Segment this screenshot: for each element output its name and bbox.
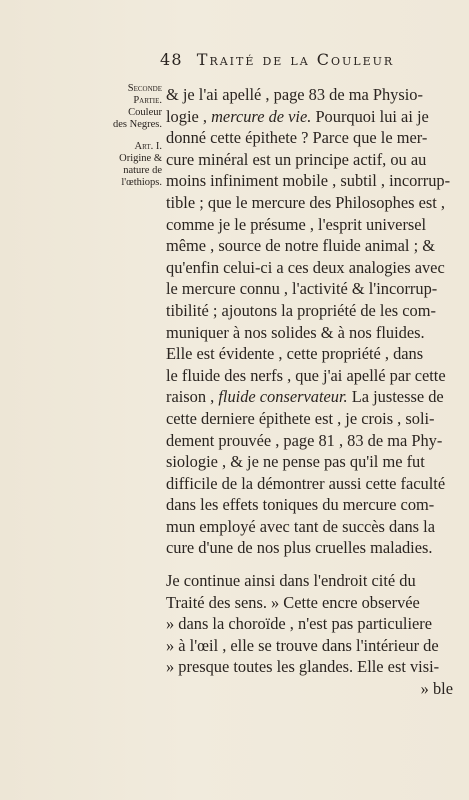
italic-phrase: mercure de vie. — [211, 106, 312, 126]
margin-note-line: nature de — [123, 165, 162, 176]
text-segment: raison , — [166, 387, 219, 407]
text-line — [166, 570, 459, 592]
text-segment: La justesse de — [347, 387, 444, 407]
text-segment: muniquer à nos solides & à nos fluides. — [166, 322, 425, 342]
text-line — [166, 322, 459, 344]
text-segment: tibilité ; ajoutons la propriété de les com- — [166, 300, 436, 320]
text-line — [166, 408, 459, 430]
text-line — [166, 592, 459, 614]
page-header — [160, 50, 459, 69]
text-line — [166, 300, 459, 322]
running-title: Traité de la Couleur — [196, 50, 395, 69]
text-line — [166, 430, 459, 452]
text-line — [166, 84, 459, 106]
text-segment: Elle est évidente , cette propriété , dans — [166, 344, 424, 364]
text-segment: donné cette épithete ? Parce que le mer- — [166, 128, 428, 148]
margin-note-line: Art. I. — [134, 141, 162, 152]
text-line — [166, 386, 459, 408]
text-segment: Je continue ainsi dans l'endroit cité du — [166, 571, 416, 591]
text-line — [166, 613, 459, 635]
catchword: » ble — [420, 679, 453, 699]
text-segment: moins infiniment mobile , subtil , incorrup- — [166, 171, 451, 191]
text-line — [166, 451, 459, 473]
text-segment: Traité des sens. » Cette encre observée — [166, 592, 420, 612]
text-line — [166, 192, 459, 214]
italic-phrase: fluide conservateur. — [218, 387, 348, 407]
margin-note-article — [100, 141, 162, 189]
text-segment: » à l'œil , elle se trouve dans l'intérieur de — [166, 635, 439, 655]
text-segment: même , source de notre fluide animal ; & — [166, 236, 435, 256]
text-line — [166, 365, 459, 387]
text-line — [166, 635, 459, 657]
text-segment: cure d'une de nos plus cruelles maladies. — [166, 538, 433, 558]
text-line — [166, 473, 459, 495]
text-line — [166, 494, 459, 516]
margin-note-line: Couleur — [128, 107, 162, 118]
text-segment: qu'enfin celui-ci a ces deux analogies avec — [166, 257, 445, 277]
text-segment: & je l'ai apellé , page 83 de ma Physio- — [166, 85, 423, 104]
text-line — [166, 537, 459, 559]
text-line — [166, 278, 459, 300]
text-segment: Pourquoi lui ai je — [311, 106, 429, 126]
page-number: 48 — [160, 50, 183, 69]
text-segment: » presque toutes les glandes. Elle est visi- — [166, 657, 440, 677]
text-line — [166, 106, 459, 128]
text-segment: comme je le présume , l'esprit universel — [166, 214, 427, 234]
paragraph-1 — [166, 84, 459, 559]
text-segment: le fluide des nerfs , que j'ai apellé par cette — [166, 365, 446, 385]
text-segment: » dans la choroïde , n'est pas particuliere — [166, 614, 433, 634]
text-line — [166, 257, 459, 279]
text-segment: dement prouvée , page 81 , 83 de ma Phy- — [166, 430, 443, 450]
text-segment: cette derniere épithete est , je crois , soli- — [166, 408, 435, 428]
text-segment: tible ; que le mercure des Philosophes est , — [166, 192, 446, 212]
body-text — [166, 84, 459, 700]
text-segment: siologie , & je ne pense pas qu'il me fut — [166, 452, 425, 472]
margin-note-line: Origine & — [119, 153, 162, 164]
text-line — [166, 149, 459, 171]
text-line — [166, 170, 459, 192]
text-line — [166, 235, 459, 257]
text-line — [166, 343, 459, 365]
text-segment: dans les effets toniques du mercure com- — [166, 495, 435, 515]
text-segment: difficile de la démontrer aussi cette faculté — [166, 473, 446, 493]
margin-note-section — [100, 83, 162, 131]
text-segment: logie , — [166, 106, 212, 126]
text-line — [166, 214, 459, 236]
margin-note-line: des Negres. — [113, 119, 162, 130]
text-line — [166, 127, 459, 149]
text-line — [166, 656, 459, 678]
text-segment: mun employé avec tant de succès dans la — [166, 516, 435, 536]
margin-note-line: l'œthiops. — [121, 177, 162, 188]
paragraph-2 — [166, 570, 459, 678]
margin-note-line: Seconde — [127, 83, 162, 94]
text-segment: le mercure connu , l'activité & l'incorrup- — [166, 279, 438, 299]
margin-note-line: Partie. — [133, 95, 162, 106]
text-segment: cure minéral est un principe actif, ou au — [166, 149, 427, 169]
text-line — [166, 516, 459, 538]
